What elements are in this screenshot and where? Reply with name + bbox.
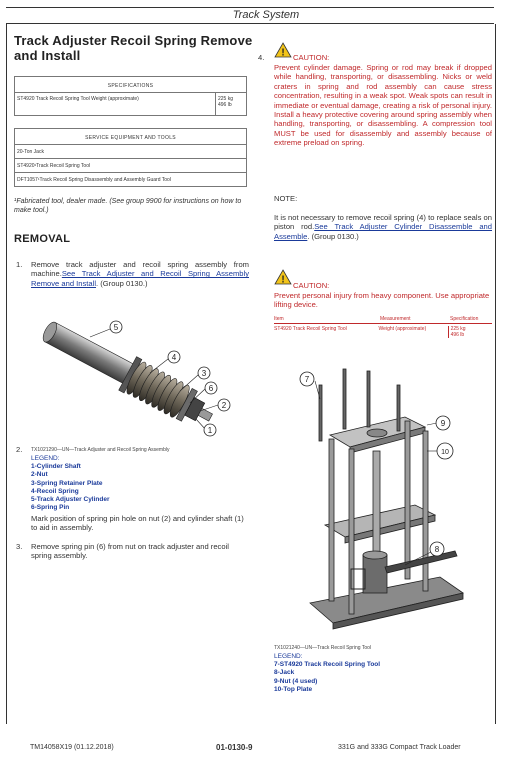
- weight-spec-table: [274, 316, 492, 338]
- legend-item: 7-ST4920 Track Recoil Spring Tool: [274, 661, 381, 669]
- legend-item: 10-Top Plate: [274, 685, 313, 693]
- table-row: [15, 92, 246, 115]
- tool-item: DFT1057¹Track Recoil Spring Disassembly and Assembly Guard Tool: [17, 176, 171, 183]
- callout-1-label: 1: [207, 426, 213, 435]
- step-1-link[interactable]: See Track Adjuster and Recoil Spring Assembly Remove and Install: [31, 269, 249, 288]
- callout-6-label: 6: [208, 384, 214, 393]
- footnote: ¹Fabricated tool, dealer made. (See group 9900 for instructions on how to make tool.): [14, 198, 242, 214]
- figure-1-caption: TX1021290—UN—Track Adjuster and Recoil Spring Assembly: [31, 447, 170, 453]
- specifications-heading: SPECIFICATIONS: [107, 83, 154, 89]
- spec-value: 225 kg 496 lb: [448, 326, 492, 338]
- footer-doc-id: TM14058X19 (01.12.2018): [30, 744, 114, 751]
- footer-product: 331G and 333G Compact Track Loader: [338, 744, 461, 751]
- warning-icon: [274, 42, 292, 58]
- recoil-spring-tool-figure: [285, 355, 480, 640]
- caution-label: CAUTION:: [293, 53, 330, 62]
- recoil-spring-assembly-figure: [30, 315, 245, 440]
- callout-4-label: 4: [171, 353, 177, 362]
- tool-item: ST4920¹Track Recoil Spring Tool: [17, 162, 91, 169]
- spec-item: ST4920 Track Recoil Spring Tool: [274, 326, 347, 332]
- spec-measurement: Weight (approximate): [378, 326, 427, 332]
- note-label: NOTE:: [274, 194, 298, 203]
- legend-item: 8-Jack: [274, 669, 295, 677]
- specifications-table: [14, 76, 247, 116]
- callout-2-label: 2: [221, 401, 227, 410]
- step-4-number: 4.: [258, 53, 265, 62]
- spec-col-measurement: Measurement: [380, 316, 411, 322]
- caution-2-text: Prevent personal injury from heavy component. Use appropriate lifting device.: [274, 291, 490, 310]
- caution-text: Prevent cylinder damage. Spring or rod may break if dropped while handling, transporting, or disassembling. Nicks or weld craters in spring and rod assembly can cause stress concentration, resulting in a weak spot. Weak spots can result in immediate or eventual damage, creating a risk of personal injury. Install a heavy protective covering around spring assembly when handling, transporting, or disassembling. A compression tool MUST be used for disassembly and assembly because of extreme preload on spring.: [274, 63, 492, 148]
- warning-icon: [274, 269, 292, 285]
- figure-1-legend: [31, 455, 110, 512]
- footer-page-number: 01-0130-9: [216, 743, 253, 752]
- legend-item: 5-Track Adjuster Cylinder: [31, 496, 110, 504]
- spec-item: ST4920 Track Recoil Spring Tool Weight (approximate): [17, 96, 139, 102]
- section-title: Track System: [232, 9, 300, 21]
- note-tail: . (Group 0130.): [307, 231, 359, 241]
- spec-header-row: [274, 316, 492, 324]
- note-text: [274, 213, 492, 241]
- note-body: It is not necessary to remove recoil spring (4) to replace seals on piston rod.: [274, 213, 492, 232]
- step-3-text: Remove spring pin (6) from nut on track adjuster and recoil spring assembly.: [31, 542, 229, 561]
- step-2-text: Mark position of spring pin hole on nut (2) and cylinder shaft (1) to aid in assembly.: [31, 514, 244, 533]
- service-tools-heading: SERVICE EQUIPMENT AND TOOLS: [85, 135, 176, 141]
- step-1-text: [31, 260, 249, 288]
- callout-5-label: 5: [113, 323, 119, 332]
- legend-title: LEGEND:: [31, 455, 60, 462]
- tool-item: 20-Ton Jack: [17, 148, 44, 155]
- removal-heading: REMOVAL: [14, 233, 71, 245]
- svg-text:!: !: [281, 274, 285, 285]
- callout-3-label: 3: [201, 369, 207, 378]
- table-row: [15, 158, 246, 172]
- spec-col-item: Item: [274, 316, 284, 322]
- page-title: Track Adjuster Recoil Spring Remove and Install: [14, 33, 253, 63]
- step-1-tail: . (Group 0130.): [96, 278, 148, 288]
- legend-item: 9-Nut (4 used): [274, 677, 318, 685]
- step-1-number: 1.: [16, 260, 23, 269]
- table-row: [15, 144, 246, 158]
- figure-2-legend: [274, 653, 380, 694]
- legend-item: 3-Spring Retainer Plate: [31, 479, 103, 487]
- figure-2-caption: TX1021240—UN—Track Recoil Spring Tool: [274, 645, 371, 651]
- table-row: [274, 324, 492, 338]
- callout-7-label: 7: [304, 375, 310, 384]
- legend-item: 6-Spring Pin: [31, 504, 70, 512]
- legend-item: 1-Cylinder Shaft: [31, 463, 81, 471]
- step-2-number: 2.: [16, 445, 23, 454]
- service-tools-table: [14, 128, 247, 187]
- legend-title: LEGEND:: [274, 653, 303, 660]
- note-link[interactable]: See Track Adjuster Cylinder Disassemble and Assemble: [274, 222, 492, 241]
- step-1-body: Remove track adjuster and recoil spring assembly from machine.: [31, 260, 249, 279]
- table-row: [15, 172, 246, 186]
- callout-8-label: 8: [434, 545, 440, 554]
- header-rule-top: [6, 7, 494, 8]
- spec-col-specification: Specification: [450, 316, 479, 322]
- spec-value: 225 kg 496 lb: [215, 93, 246, 115]
- caution-2-label: CAUTION:: [293, 281, 330, 290]
- callout-10-label: 10: [441, 449, 449, 456]
- callout-9-label: 9: [440, 419, 446, 428]
- step-3-number: 3.: [16, 542, 23, 551]
- legend-item: 2-Nut: [31, 471, 48, 479]
- svg-text:!: !: [281, 47, 285, 58]
- legend-item: 4-Recoil Spring: [31, 487, 79, 495]
